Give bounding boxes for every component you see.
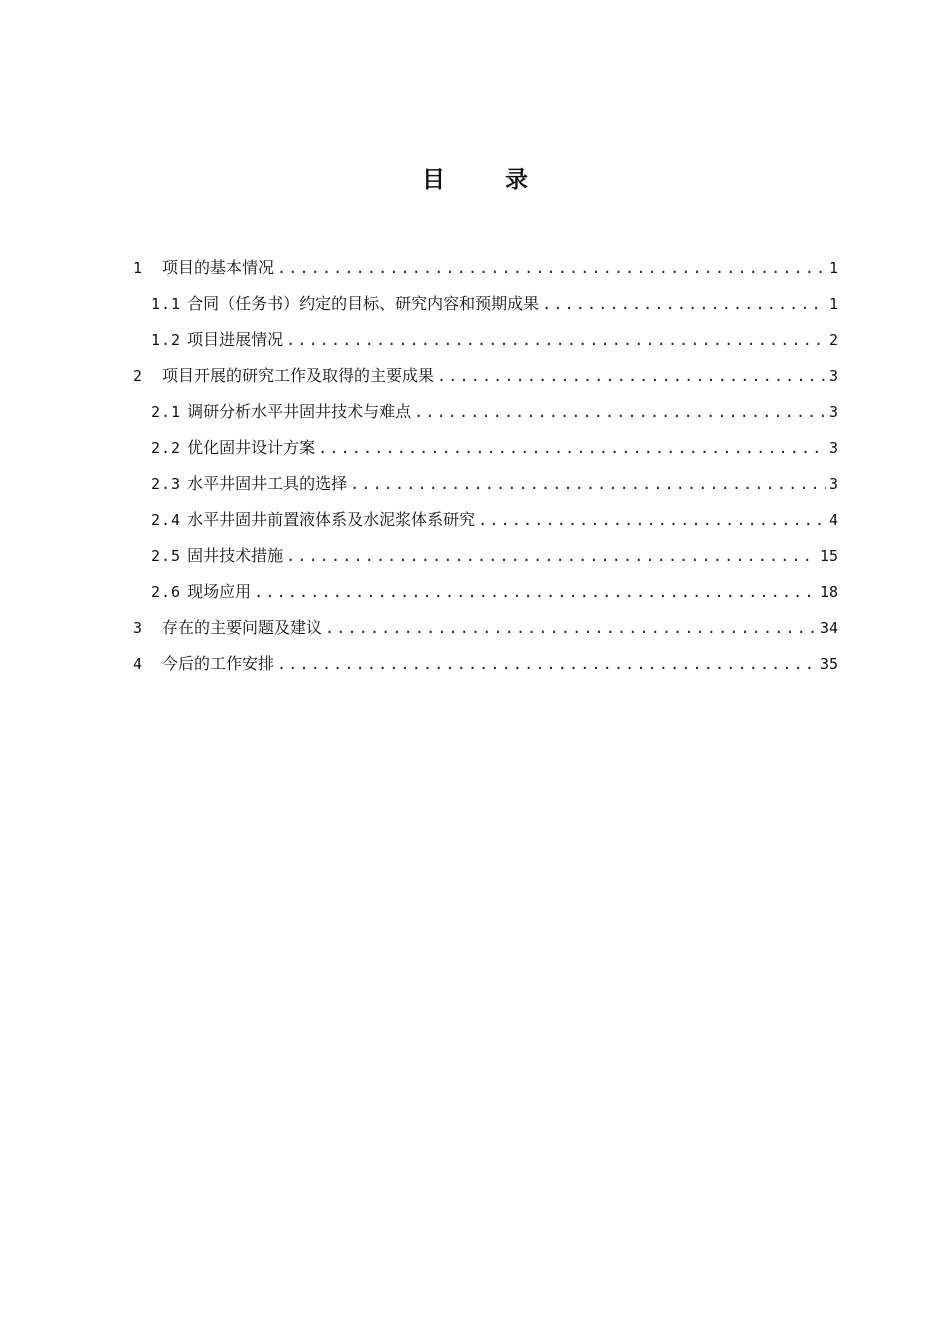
toc-entry-title: 项目的基本情况: [162, 258, 275, 277]
toc-entry-title: 今后的工作安排: [162, 654, 275, 673]
toc-dot-leader: [277, 646, 817, 682]
toc-entry-title: 固井技术措施: [187, 546, 284, 565]
toc-entry-title: 调研分析水平井固井技术与难点: [187, 402, 412, 421]
toc-entry-page: 34: [819, 619, 838, 637]
toc-entry[interactable]: [133, 610, 838, 646]
toc-entry[interactable]: [133, 250, 838, 286]
toc-entry-page: 2: [828, 331, 838, 349]
toc-entry[interactable]: [133, 538, 838, 574]
toc-dot-leader: [437, 358, 826, 394]
toc-entry-page: 1: [828, 295, 838, 313]
toc-entry[interactable]: [133, 466, 838, 502]
toc-entry-page: 3: [828, 367, 838, 385]
toc-entry-number: 2.2: [151, 439, 182, 457]
toc-entry-title: 合同（任务书）约定的目标、研究内容和预期成果: [187, 294, 540, 313]
toc-entry-number: 1.2: [151, 331, 182, 349]
toc-dot-leader: [277, 250, 826, 286]
toc-entry-title: 项目开展的研究工作及取得的主要成果: [162, 366, 435, 385]
toc-entry-number: 4: [133, 655, 144, 673]
toc-entry-page: 4: [828, 511, 838, 529]
toc-title: 目 录: [421, 166, 554, 193]
toc-entry-number: 2.3: [151, 475, 182, 493]
toc-entry[interactable]: [133, 430, 838, 466]
toc-dot-leader: [350, 466, 826, 502]
toc-list: [133, 250, 838, 682]
toc-entry-number: 2: [133, 367, 144, 385]
toc-entry-title: 水平井固井前置液体系及水泥浆体系研究: [187, 510, 476, 529]
toc-entry-page: 3: [828, 403, 838, 421]
toc-dot-leader: [286, 322, 826, 358]
toc-entry[interactable]: [133, 502, 838, 538]
toc-entry-title: 现场应用: [187, 582, 252, 601]
toc-entry[interactable]: [133, 394, 838, 430]
toc-entry-title: 存在的主要问题及建议: [162, 618, 323, 637]
toc-entry-number: 3: [133, 619, 144, 637]
toc-entry[interactable]: [133, 358, 838, 394]
toc-dot-leader: [254, 574, 817, 610]
toc-entry-title: 优化固井设计方案: [187, 438, 316, 457]
toc-entry-page: 3: [828, 439, 838, 457]
toc-entry-page: 35: [819, 655, 838, 673]
toc-entry-title: 项目进展情况: [187, 330, 284, 349]
toc-entry-number: 1.1: [151, 295, 182, 313]
toc-dot-leader: [325, 610, 817, 646]
toc-dot-leader: [414, 394, 826, 430]
toc-entry-title: 水平井固井工具的选择: [187, 474, 348, 493]
toc-entry-page: 15: [819, 547, 838, 565]
toc-dot-leader: [318, 430, 826, 466]
toc-dot-leader: [542, 286, 826, 322]
toc-entry-number: 1: [133, 259, 144, 277]
toc-entry[interactable]: [133, 286, 838, 322]
toc-dot-leader: [478, 502, 826, 538]
toc-entry-page: 1: [828, 259, 838, 277]
toc-entry-page: 3: [828, 475, 838, 493]
toc-dot-leader: [286, 538, 817, 574]
toc-entry-number: 2.6: [151, 583, 182, 601]
toc-entry-number: 2.5: [151, 547, 182, 565]
toc-entry[interactable]: [133, 574, 838, 610]
toc-entry-page: 18: [819, 583, 838, 601]
toc-entry-number: 2.4: [151, 511, 182, 529]
toc-entry-number: 2.1: [151, 403, 182, 421]
toc-entry[interactable]: [133, 646, 838, 682]
toc-entry[interactable]: [133, 322, 838, 358]
